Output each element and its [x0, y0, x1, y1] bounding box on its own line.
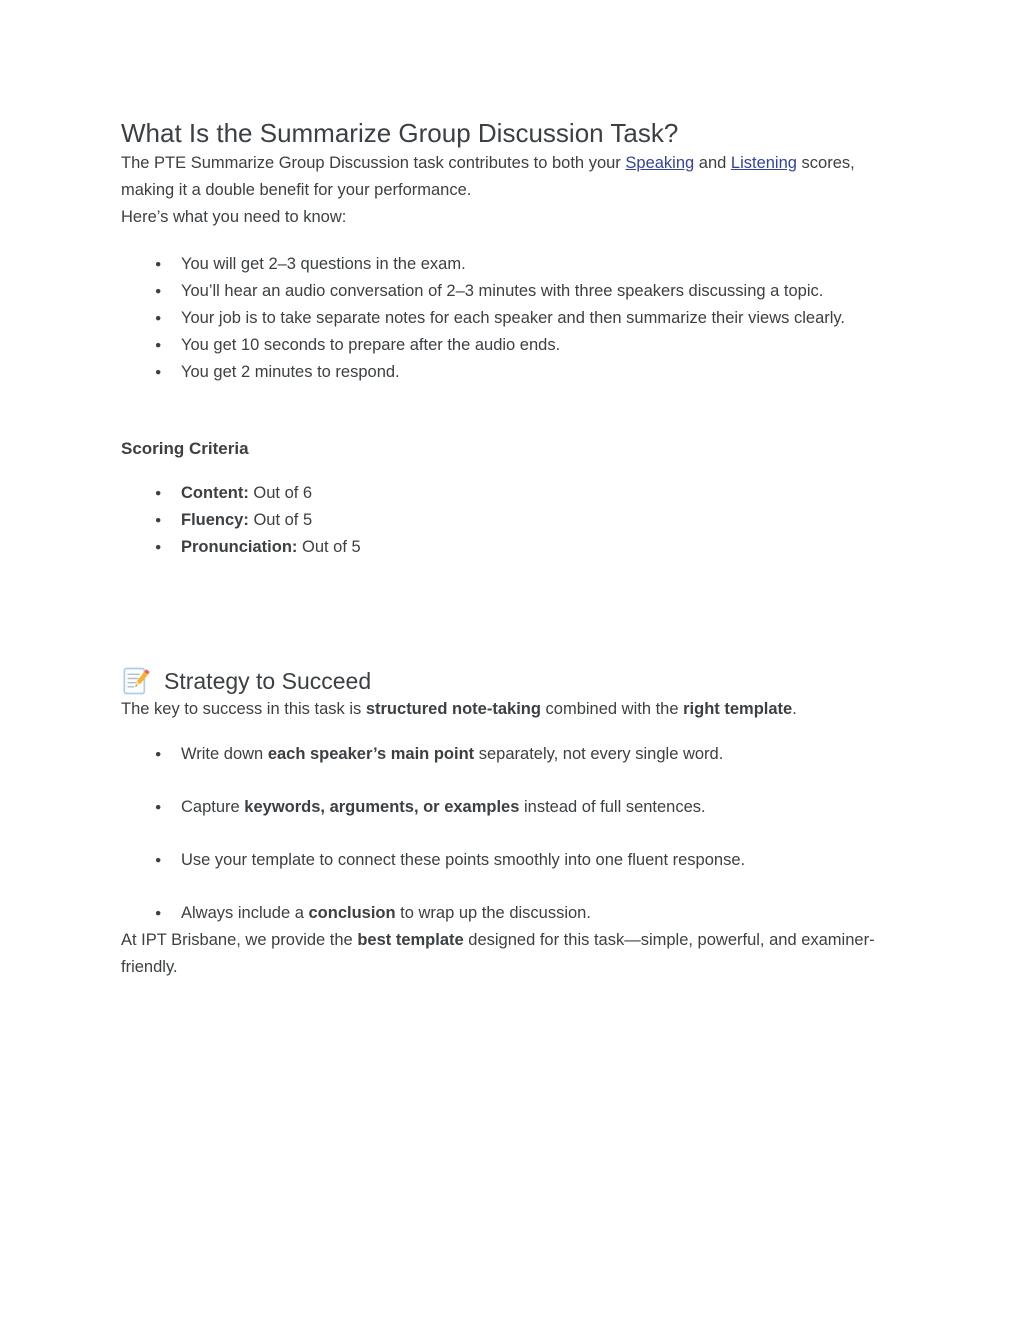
text-run: designed for this task—simple, powerful, and examiner-friendly.	[121, 931, 875, 976]
strategy-heading	[121, 666, 893, 696]
text-run: At IPT Brisbane, we provide the	[121, 931, 358, 949]
inline-link[interactable]: Speaking	[625, 154, 695, 172]
bold-text-run: Pronunciation:	[181, 538, 298, 556]
list-item	[121, 741, 893, 768]
bold-text-run: Fluency:	[181, 511, 249, 529]
text-run: The PTE Summarize Group Discussion task contributes to both your	[121, 154, 626, 172]
know-intro-paragraph: Here’s what you need to know:	[121, 208, 347, 226]
text-run: Out of 5	[297, 538, 361, 556]
task-facts-list	[121, 251, 893, 386]
text-run: and	[694, 154, 731, 172]
text-run: You get 2 minutes to respond.	[181, 363, 400, 381]
intro-paragraph	[121, 150, 893, 204]
bold-text-run: structured note-taking	[365, 700, 541, 718]
bold-text-run: Content:	[181, 484, 249, 502]
list-item	[121, 278, 893, 305]
text-run: scores, making it a double benefit for your performance.	[121, 154, 855, 199]
page-title: What Is the Summarize Group Discussion Task?	[121, 118, 679, 148]
memo-icon	[121, 666, 151, 696]
bold-text-run: right template	[683, 700, 793, 718]
bold-text-run: keywords, arguments, or examples	[244, 798, 520, 816]
text-run: Capture	[181, 798, 245, 816]
text-run: Out of 5	[248, 511, 313, 529]
text-run: The key to success in this task is	[121, 700, 366, 718]
strategy-list	[121, 741, 893, 927]
text-run: combined with the	[540, 700, 684, 718]
text-run: You will get 2–3 questions in the exam.	[181, 255, 466, 273]
list-item	[121, 480, 893, 507]
strategy-heading-label: Strategy to Succeed	[164, 668, 372, 694]
text-run: You’ll hear an audio conversation of 2–3 minutes with three speakers discussing a topic.	[181, 282, 824, 300]
list-item	[121, 251, 893, 278]
list-item	[121, 332, 893, 359]
bold-text-run: each speaker’s main point	[267, 745, 475, 763]
text-run: Use your template to connect these points smoothly into one fluent response.	[181, 851, 746, 869]
list-item	[121, 900, 893, 927]
list-item	[121, 794, 893, 821]
text-run: You get 10 seconds to prepare after the audio ends.	[181, 336, 561, 354]
text-run: Write down	[181, 745, 268, 763]
text-run: Your job is to take separate notes for each speaker and then summarize their views clearly.	[181, 309, 846, 327]
text-run: .	[792, 700, 797, 718]
scoring-criteria-heading: Scoring Criteria	[121, 439, 249, 458]
list-item	[121, 534, 893, 561]
text-run: to wrap up the discussion.	[395, 904, 591, 922]
list-item	[121, 507, 893, 534]
scoring-criteria-list	[121, 480, 893, 561]
list-item	[121, 847, 893, 874]
outro-paragraph	[121, 927, 893, 1121]
strategy-intro-paragraph	[121, 696, 893, 723]
inline-link[interactable]: Listening	[730, 154, 797, 172]
bold-text-run: best template	[357, 931, 464, 949]
text-run: Always include a	[181, 904, 309, 922]
text-run: separately, not every single word.	[474, 745, 724, 763]
text-run: Out of 6	[248, 484, 313, 502]
text-run: instead of full sentences.	[519, 798, 706, 816]
list-item	[121, 359, 893, 386]
list-item	[121, 305, 893, 332]
bold-text-run: conclusion	[308, 904, 396, 922]
